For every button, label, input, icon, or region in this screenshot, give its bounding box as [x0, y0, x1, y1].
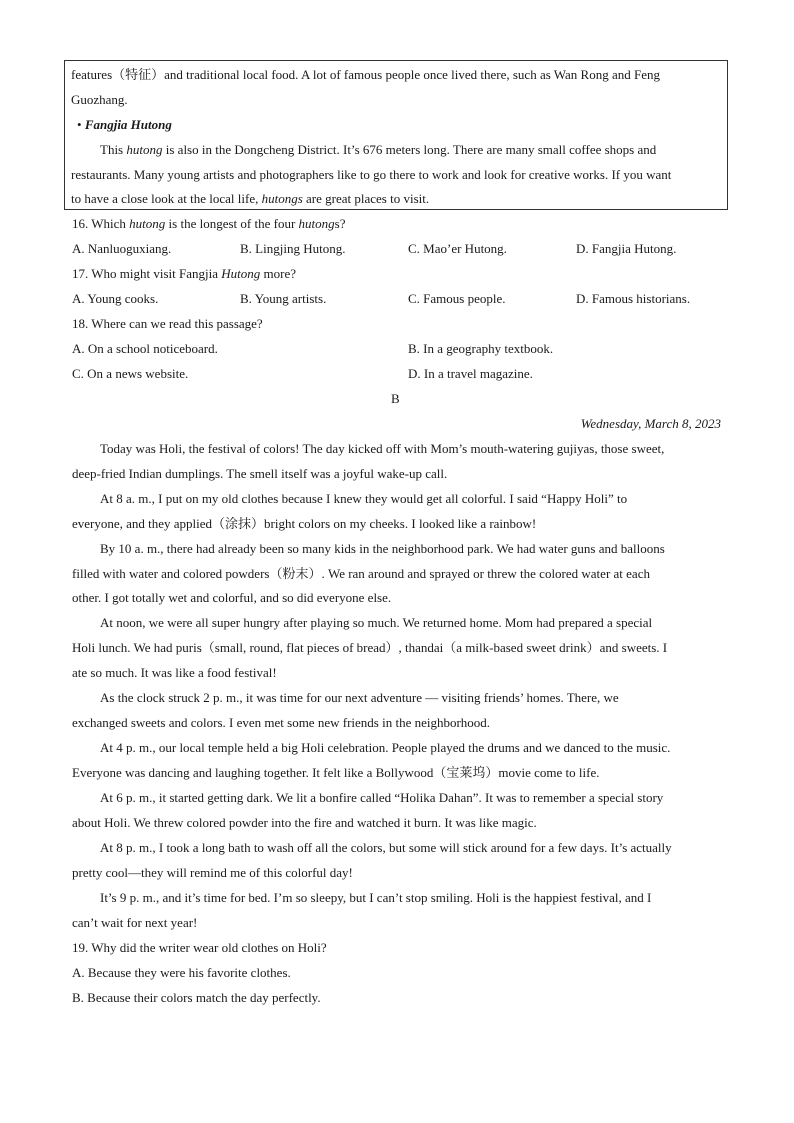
- passage-line: exchanged sweets and colors. I even met some new friends in the neighborhood.: [72, 715, 491, 730]
- passage-line: deep-fried Indian dumplings. The smell itself was a joyful wake-up call.: [72, 466, 448, 481]
- passage-line: about Holi. We threw colored powder into the fire and watched it burn. It was like magic.: [72, 815, 537, 830]
- question-18: 18. Where can we read this passage?: [72, 316, 263, 331]
- passage-a-box: [64, 60, 728, 210]
- q17-option-c: C. Famous people.: [408, 291, 506, 306]
- section-b-label: B: [391, 391, 400, 406]
- passage-line: By 10 a. m., there had already been so many kids in the neighborhood park. We had water guns and balloons: [100, 541, 665, 556]
- q16-option-d: D. Fangjia Hutong.: [576, 241, 677, 256]
- passage-line: everyone, and they applied（涂抹）bright colors on my cheeks. I looked like a rainbow!: [72, 516, 537, 531]
- passage-line: can’t wait for next year!: [72, 915, 198, 930]
- box-line-6: to have a close look at the local life, hutongs are great places to visit.: [71, 191, 430, 206]
- passage-line: As the clock struck 2 p. m., it was time for our next adventure — visiting friends’ homes. There, we: [100, 690, 619, 705]
- passage-line: Holi lunch. We had puris（small, round, flat pieces of bread）, thandai（a milk-based sweet drink）and sweets. I: [72, 640, 668, 655]
- q16-option-b: B. Lingjing Hutong.: [240, 241, 346, 256]
- q17-option-a: A. Young cooks.: [72, 291, 159, 306]
- q18-option-c: C. On a news website.: [72, 366, 189, 381]
- box-line-4: This hutong is also in the Dongcheng District. It’s 676 meters long. There are many small coffee shops and: [100, 142, 657, 157]
- passage-line: At 8 p. m., I took a long bath to wash off all the colors, but some will stick around for a few days. It’s actually: [100, 840, 672, 855]
- passage-line: Today was Holi, the festival of colors! The day kicked off with Mom’s mouth-watering gujiyas, those sweet,: [100, 441, 665, 456]
- q18-option-d: D. In a travel magazine.: [408, 366, 533, 381]
- passage-line: At noon, we were all super hungry after playing so much. We returned home. Mom had prepared a special: [100, 615, 653, 630]
- passage-line: At 8 a. m., I put on my old clothes because I knew they would get all colorful. I said “Happy Holi” to: [100, 491, 628, 506]
- passage-line: Everyone was dancing and laughing together. It felt like a Bollywood（宝莱坞）movie come to life.: [72, 765, 600, 780]
- q19-option-b: B. Because their colors match the day perfectly.: [72, 990, 321, 1005]
- passage-line: ate so much. It was like a food festival!: [72, 665, 277, 680]
- question-17: 17. Who might visit Fangjia Hutong more?: [72, 266, 296, 281]
- q16-option-a: A. Nanluoguxiang.: [72, 241, 172, 256]
- q17-option-d: D. Famous historians.: [576, 291, 691, 306]
- question-19: 19. Why did the writer wear old clothes on Holi?: [72, 940, 327, 955]
- box-line-1: features（特征）and traditional local food. A lot of famous people once lived there, such as Wan Rong and Feng: [71, 67, 660, 82]
- passage-line: other. I got totally wet and colorful, and so did everyone else.: [72, 590, 392, 605]
- passage-line: At 6 p. m., it started getting dark. We lit a bonfire called “Holika Dahan”. It was to remember a special story: [100, 790, 664, 805]
- box-line-5: restaurants. Many young artists and photographers like to go there to work and look for creative works. If you want: [71, 167, 672, 182]
- fangjia-heading: • Fangjia Hutong: [77, 117, 172, 132]
- q19-option-a: A. Because they were his favorite clothes.: [72, 965, 291, 980]
- passage-line: filled with water and colored powders（粉末）. We ran around and sprayed or threw the colored water at each: [72, 566, 650, 581]
- diary-date: Wednesday, March 8, 2023: [580, 416, 721, 431]
- passage-line: It’s 9 p. m., and it’s time for bed. I’m so sleepy, but I can’t stop smiling. Holi is the happiest festival, and I: [100, 890, 652, 905]
- q18-option-a: A. On a school noticeboard.: [72, 341, 218, 356]
- q18-option-b: B. In a geography textbook.: [408, 341, 554, 356]
- q17-option-b: B. Young artists.: [240, 291, 327, 306]
- passage-line: pretty cool—they will remind me of this colorful day!: [72, 865, 353, 880]
- question-16: 16. Which hutong is the longest of the four hutongs?: [72, 216, 346, 231]
- box-line-2: Guozhang.: [71, 92, 128, 107]
- q16-option-c: C. Mao’er Hutong.: [408, 241, 507, 256]
- passage-line: At 4 p. m., our local temple held a big Holi celebration. People played the drums and we danced to the music.: [100, 740, 671, 755]
- heading-text: Fangjia Hutong: [84, 117, 172, 132]
